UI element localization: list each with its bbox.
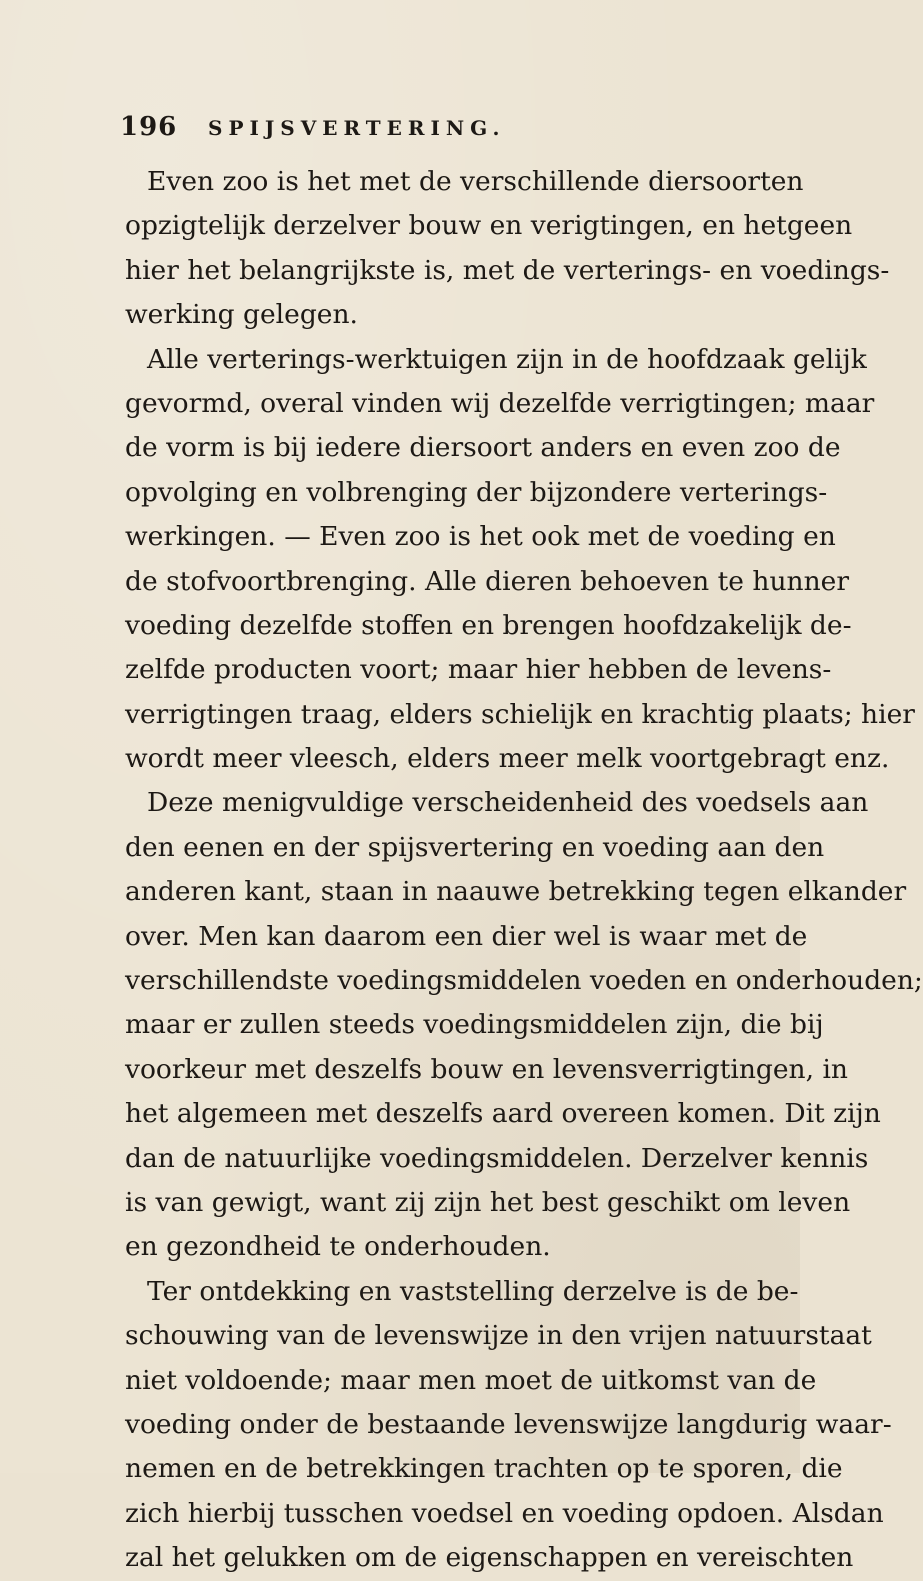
text-line: verrigtingen traag, elders schielijk en krachtig plaats; hier [125, 698, 915, 730]
text-line: zelfde producten voort; maar hier hebben de levens- [125, 654, 832, 686]
text-line: wordt meer vleesch, elders meer melk voortgebragt enz. [125, 743, 890, 775]
text-line: werkingen. — Even zoo is het ook met de voeding en [125, 521, 836, 553]
text-line: de vorm is bij iedere diersoort anders en even zoo de [125, 432, 841, 464]
text-line: werking gelegen. [125, 299, 358, 331]
text-line: verschillendste voedingsmiddelen voeden en onderhouden; [125, 965, 923, 997]
page-number: 196 [120, 112, 178, 142]
text-line: den eenen en der spijsvertering en voeding aan den [125, 831, 825, 863]
body-text [125, 160, 923, 1581]
text-line: dan de natuurlijke voedingsmiddelen. Derzelver kennis [125, 1142, 869, 1174]
text-line: Deze menigvuldige verscheidenheid des voedsels aan [147, 787, 869, 819]
text-line: hier het belangrijkste is, met de verterings- en voedings- [125, 254, 890, 286]
running-title: SPIJSVERTERING. [208, 116, 506, 140]
text-line: over. Men kan daarom een dier wel is waar met de [125, 920, 808, 952]
text-line: het algemeen met deszelfs aard overeen komen. Dit zijn [125, 1098, 881, 1130]
text-line: nemen en de betrekkingen trachten op te sporen, die [125, 1453, 843, 1485]
text-line: schouwing van de levenswijze in den vrijen natuurstaat [125, 1320, 872, 1352]
text-line: voeding onder de bestaande levenswijze langdurig waar- [125, 1408, 892, 1440]
text-line: opzigtelijk derzelver bouw en verigtingen, en hetgeen [125, 210, 853, 242]
text-line: Alle verterings-werktuigen zijn in de hoofdzaak gelijk [147, 343, 867, 375]
text-line: voorkeur met deszelfs bouw en levensverrigtingen, in [125, 1053, 848, 1085]
text-line: zal het gelukken om de eigenschappen en vereischten [125, 1542, 854, 1574]
text-line: gevormd, overal vinden wij dezelfde verrigtingen; maar [125, 387, 875, 419]
text-line: is van gewigt, want zij zijn het best geschikt om leven [125, 1186, 851, 1218]
text-line: zich hierbij tusschen voedsel en voeding opdoen. Alsdan [125, 1497, 884, 1529]
text-line: de stofvoortbrenging. Alle dieren behoeven te hunner [125, 565, 850, 597]
text-line: Even zoo is het met de verschillende diersoorten [147, 166, 804, 197]
text-line: maar er zullen steeds voedingsmiddelen zijn, die bij [125, 1009, 824, 1041]
text-line: voeding dezelfde stoffen en brengen hoofdzakelijk de- [125, 609, 852, 641]
text-line: niet voldoende; maar men moet de uitkomst van de [125, 1364, 817, 1396]
text-line: en gezondheid te onderhouden. [125, 1231, 551, 1263]
text-line: Ter ontdekking en vaststelling derzelve is de be- [147, 1275, 799, 1307]
text-line: opvolging en volbrenging der bijzondere verterings- [125, 476, 828, 508]
page-header [120, 112, 680, 152]
text-line: anderen kant, staan in naauwe betrekking tegen elkander [125, 876, 907, 908]
